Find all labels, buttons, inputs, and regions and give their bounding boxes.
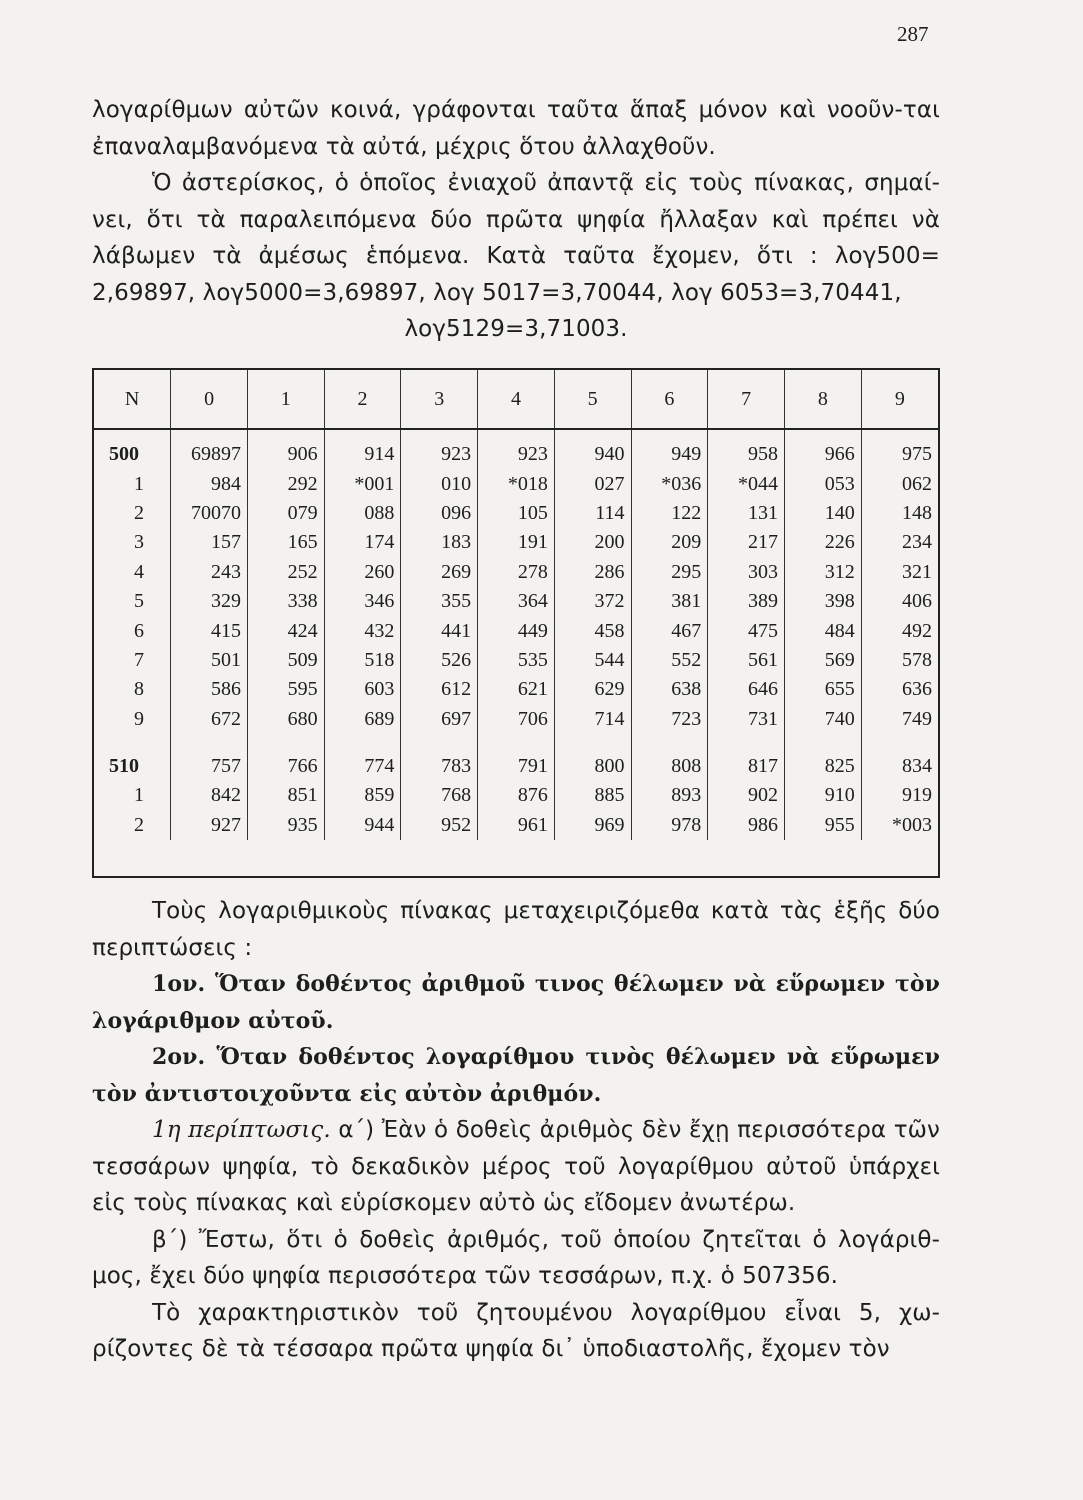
case-2 [92, 1039, 940, 1112]
table-row [94, 752, 938, 781]
table-cell: 432 [324, 616, 401, 645]
table-cell: 906 [247, 429, 324, 469]
table-cell: 088 [324, 499, 401, 528]
row-label-cell: 510 [109, 755, 139, 778]
table-cell: 321 [861, 558, 938, 587]
table-header-cell: 7 [708, 370, 785, 429]
table-cell: *001 [324, 469, 401, 498]
table-cell: 817 [708, 752, 785, 781]
case-2-label: 2ον. [152, 1044, 206, 1070]
table-cell: 757 [171, 752, 248, 781]
table-cell: 944 [324, 811, 401, 840]
first-case-a [92, 1112, 940, 1222]
table-cell: 509 [247, 646, 324, 675]
table-cell: 612 [401, 675, 478, 704]
table-cell: 269 [401, 558, 478, 587]
table-cell: 914 [324, 429, 401, 469]
gap-cell [324, 734, 401, 752]
table-cell: *044 [708, 469, 785, 498]
gap-cell [631, 734, 708, 752]
table-cell: 329 [171, 587, 248, 616]
table-cell: 544 [554, 646, 631, 675]
table-cell: 278 [478, 558, 555, 587]
table-cell: 851 [247, 781, 324, 810]
table-cell: 027 [554, 469, 631, 498]
row-label-cell: 7 [134, 648, 144, 671]
table-cell: 697 [401, 705, 478, 734]
table-cell: 131 [708, 499, 785, 528]
table-header-cell: 2 [324, 370, 401, 429]
gap-cell [401, 734, 478, 752]
table-cell: 69897 [171, 429, 248, 469]
table-cell: 961 [478, 811, 555, 840]
table-cell: 105 [478, 499, 555, 528]
table-cell: 723 [631, 705, 708, 734]
row-label-cell: 1 [134, 784, 144, 807]
table-cell: 638 [631, 675, 708, 704]
table-cell: 768 [401, 781, 478, 810]
table-row [94, 469, 938, 498]
table-cell: 526 [401, 646, 478, 675]
table-header-cell: 4 [478, 370, 555, 429]
table-row [94, 646, 938, 675]
table-cell: 389 [708, 587, 785, 616]
table-row [94, 616, 938, 645]
table-cell: 902 [708, 781, 785, 810]
table-cell: 492 [861, 616, 938, 645]
gap-cell [554, 734, 631, 752]
table-cell: 415 [171, 616, 248, 645]
table-cell: 621 [478, 675, 555, 704]
table-cell: 053 [784, 469, 861, 498]
table-cell: 766 [247, 752, 324, 781]
table-cell: *036 [631, 469, 708, 498]
table-body [94, 429, 938, 840]
table-cell: 749 [861, 705, 938, 734]
intro-paragraph-1: λογαρίθμων αὐτῶν κοινά, γράφονται ταῦτα ἅπαξ μόνον καὶ νοοῦν-ται ἐπαναλαμβανόμενα τὰ αὐτά, μέχρις ὅτου ἀλλαχθοῦν. [92, 97, 940, 160]
table-cell: 984 [171, 469, 248, 498]
table-cell: 783 [401, 752, 478, 781]
table-cell: 706 [478, 705, 555, 734]
table-cell: 372 [554, 587, 631, 616]
row-label-cell: 500 [109, 443, 139, 466]
gap-cell [708, 734, 785, 752]
table-cell: 079 [247, 499, 324, 528]
table-cell: 501 [171, 646, 248, 675]
table-cell: 876 [478, 781, 555, 810]
table-cell: 740 [784, 705, 861, 734]
table-cell: 825 [784, 752, 861, 781]
table-cell: 174 [324, 528, 401, 557]
closing-paragraph: Τὸ χαρακτηριστικὸν τοῦ ζητουμένου λογαρίθμου εἶναι 5, χω-ρίζοντες δὲ τὰ τέσσαρα πρῶτα ψηφία δι᾽ ὑποδιαστολῆς, ἔχομεν τὸν [92, 1299, 940, 1362]
page-number: 287 [897, 22, 929, 46]
table-cell: 680 [247, 705, 324, 734]
table-cell: 346 [324, 587, 401, 616]
table-cell: 689 [324, 705, 401, 734]
row-label-cell: 2 [134, 813, 144, 836]
table-cell: 114 [554, 499, 631, 528]
table-cell: 791 [478, 752, 555, 781]
gap-cell [94, 734, 171, 752]
table-cell: 458 [554, 616, 631, 645]
table-row [94, 499, 938, 528]
first-case-b: β΄) Ἔστω, ὅτι ὁ δοθεὶς ἀριθμός, τοῦ ὁποίου ζητεῖται ὁ λογάριθ-μος, ἔχει δύο ψηφία περισσότερα τῶν τεσσάρων, π.χ. ὁ 507356. [92, 1226, 940, 1289]
table-cell: 636 [861, 675, 938, 704]
table-cell: 731 [708, 705, 785, 734]
table-cell: 808 [631, 752, 708, 781]
first-case-label: 1η περίπτωσις. [152, 1117, 331, 1143]
table-cell: *003 [861, 811, 938, 840]
table-header-row [94, 370, 938, 429]
table-row [94, 587, 938, 616]
row-label-cell: 9 [134, 707, 144, 730]
table-cell: 467 [631, 616, 708, 645]
row-label-cell: 4 [134, 560, 144, 583]
table-cell: 122 [631, 499, 708, 528]
table-cell: 923 [478, 429, 555, 469]
gap-cell [784, 734, 861, 752]
row-label-cell: 2 [134, 501, 144, 524]
table-row [94, 811, 938, 840]
gap-cell [478, 734, 555, 752]
table-cell: 834 [861, 752, 938, 781]
table-cell: 552 [631, 646, 708, 675]
table-row [94, 781, 938, 810]
table-cell: 096 [401, 499, 478, 528]
table-row [94, 558, 938, 587]
intro-paragraph-3: λογ5129=3,71003. [404, 316, 628, 342]
table-cell: *018 [478, 469, 555, 498]
table-cell: 535 [478, 646, 555, 675]
usage-intro: Τοὺς λογαριθμικοὺς πίνακας μεταχειριζόμεθα κατὰ τὰς ἑξῆς δύο περιπτώσεις : [92, 898, 940, 961]
gap-cell [171, 734, 248, 752]
table-cell: 629 [554, 675, 631, 704]
row-label-cell: 1 [134, 472, 144, 495]
table-cell: 209 [631, 528, 708, 557]
table-cell: 217 [708, 528, 785, 557]
table-cell: 381 [631, 587, 708, 616]
table-cell: 234 [861, 528, 938, 557]
gap-cell [861, 734, 938, 752]
row-label-cell: 3 [134, 531, 144, 554]
table-cell: 286 [554, 558, 631, 587]
table-cell: 655 [784, 675, 861, 704]
table-header-cell: 1 [247, 370, 324, 429]
table-cell: 062 [861, 469, 938, 498]
table-cell: 226 [784, 528, 861, 557]
intro-paragraph-2: Ὁ ἀστερίσκος, ὁ ὁποῖος ἐνιαχοῦ ἀπαντᾷ εἰς τοὺς πίνακας, σημαί-νει, ὅτι τὰ παραλειπόμενα δύο πρῶτα ψηφία ἤλλαξαν καὶ πρέπει νὰ λάβωμεν τὰ ἀμέσως ἑπόμενα. Κατὰ ταῦτα ἔχομεν, ὅτι : λογ500= 2,69897, λογ5000=3,69897, λογ 5017=3,70044, λογ 6053=3,70441, [92, 170, 940, 306]
table-cell: 975 [861, 429, 938, 469]
table-cell: 243 [171, 558, 248, 587]
table-cell: 561 [708, 646, 785, 675]
table-header-cell: 3 [401, 370, 478, 429]
table-cell: 148 [861, 499, 938, 528]
table-cell: 140 [784, 499, 861, 528]
table-cell: 672 [171, 705, 248, 734]
table-cell: 595 [247, 675, 324, 704]
case-1-label: 1ον. [152, 971, 206, 997]
table-cell: 885 [554, 781, 631, 810]
table-cell: 252 [247, 558, 324, 587]
table-cell: 200 [554, 528, 631, 557]
table-cell: 919 [861, 781, 938, 810]
table-cell: 859 [324, 781, 401, 810]
table-cell: 800 [554, 752, 631, 781]
table-cell: 910 [784, 781, 861, 810]
first-case-a-text: α΄) Ἐὰν ὁ δοθεὶς ἀριθμὸς δὲν ἔχῃ περισσότερα τῶν τεσσάρων ψηφία, τὸ δεκαδικὸν μέρος τοῦ λογαρίθμου αὐτοῦ ὑπάρχει εἰς τοὺς πίνακας καὶ εὑρίσκομεν αὐτὸ ὡς εἴδομεν ἀνωτέρω. [92, 1117, 940, 1216]
table-header-cell: N [94, 370, 171, 429]
table-cell: 940 [554, 429, 631, 469]
table-cell: 010 [401, 469, 478, 498]
case-1 [92, 966, 940, 1039]
table-cell: 191 [478, 528, 555, 557]
table-cell: 949 [631, 429, 708, 469]
table-row [94, 528, 938, 557]
table-cell: 398 [784, 587, 861, 616]
table-cell: 955 [784, 811, 861, 840]
table-cell: 986 [708, 811, 785, 840]
table-cell: 364 [478, 587, 555, 616]
logarithm-table [92, 368, 940, 878]
table-cell: 295 [631, 558, 708, 587]
table-cell: 484 [784, 616, 861, 645]
table-row [94, 705, 938, 734]
table-header-cell: 5 [554, 370, 631, 429]
row-label-cell: 6 [134, 619, 144, 642]
table-cell: 338 [247, 587, 324, 616]
table-cell: 603 [324, 675, 401, 704]
table-cell: 958 [708, 429, 785, 469]
table-cell: 714 [554, 705, 631, 734]
table-cell: 70070 [171, 499, 248, 528]
intro-text [92, 92, 940, 348]
table-cell: 441 [401, 616, 478, 645]
row-label-cell: 8 [134, 678, 144, 701]
table-cell: 183 [401, 528, 478, 557]
table-header-cell: 8 [784, 370, 861, 429]
table-cell: 842 [171, 781, 248, 810]
table-cell: 969 [554, 811, 631, 840]
table-header-cell: 9 [861, 370, 938, 429]
usage-text [92, 893, 940, 1368]
table-cell: 578 [861, 646, 938, 675]
table-cell: 774 [324, 752, 401, 781]
table-header-cell: 6 [631, 370, 708, 429]
table-cell: 923 [401, 429, 478, 469]
table-header-cell: 0 [171, 370, 248, 429]
table-gap-row [94, 734, 938, 752]
table-row [94, 429, 938, 469]
table-cell: 952 [401, 811, 478, 840]
table-cell: 569 [784, 646, 861, 675]
table-cell: 518 [324, 646, 401, 675]
case-1-text: Ὅταν δοθέντος ἀριθμοῦ τινος θέλωμεν νὰ εὕρωμεν τὸν λογάριθμον αὐτοῦ. [92, 971, 940, 1034]
table-cell: 406 [861, 587, 938, 616]
table-cell: 586 [171, 675, 248, 704]
case-2-text: Ὅταν δοθέντος λογαρίθμου τινὸς θέλωμεν νὰ εὕρωμεν τὸν ἀντιστοιχοῦντα εἰς αὐτὸν ἀριθμόν. [92, 1044, 940, 1107]
table-row [94, 675, 938, 704]
table-cell: 157 [171, 528, 248, 557]
table-cell: 292 [247, 469, 324, 498]
table-cell: 424 [247, 616, 324, 645]
table-cell: 165 [247, 528, 324, 557]
table-cell: 475 [708, 616, 785, 645]
table-cell: 646 [708, 675, 785, 704]
table-cell: 935 [247, 811, 324, 840]
table-cell: 966 [784, 429, 861, 469]
gap-cell [247, 734, 324, 752]
table-cell: 312 [784, 558, 861, 587]
table-cell: 927 [171, 811, 248, 840]
table-cell: 303 [708, 558, 785, 587]
table-cell: 260 [324, 558, 401, 587]
row-label-cell: 5 [134, 590, 144, 613]
table-cell: 893 [631, 781, 708, 810]
table-cell: 355 [401, 587, 478, 616]
table-cell: 978 [631, 811, 708, 840]
table-cell: 449 [478, 616, 555, 645]
